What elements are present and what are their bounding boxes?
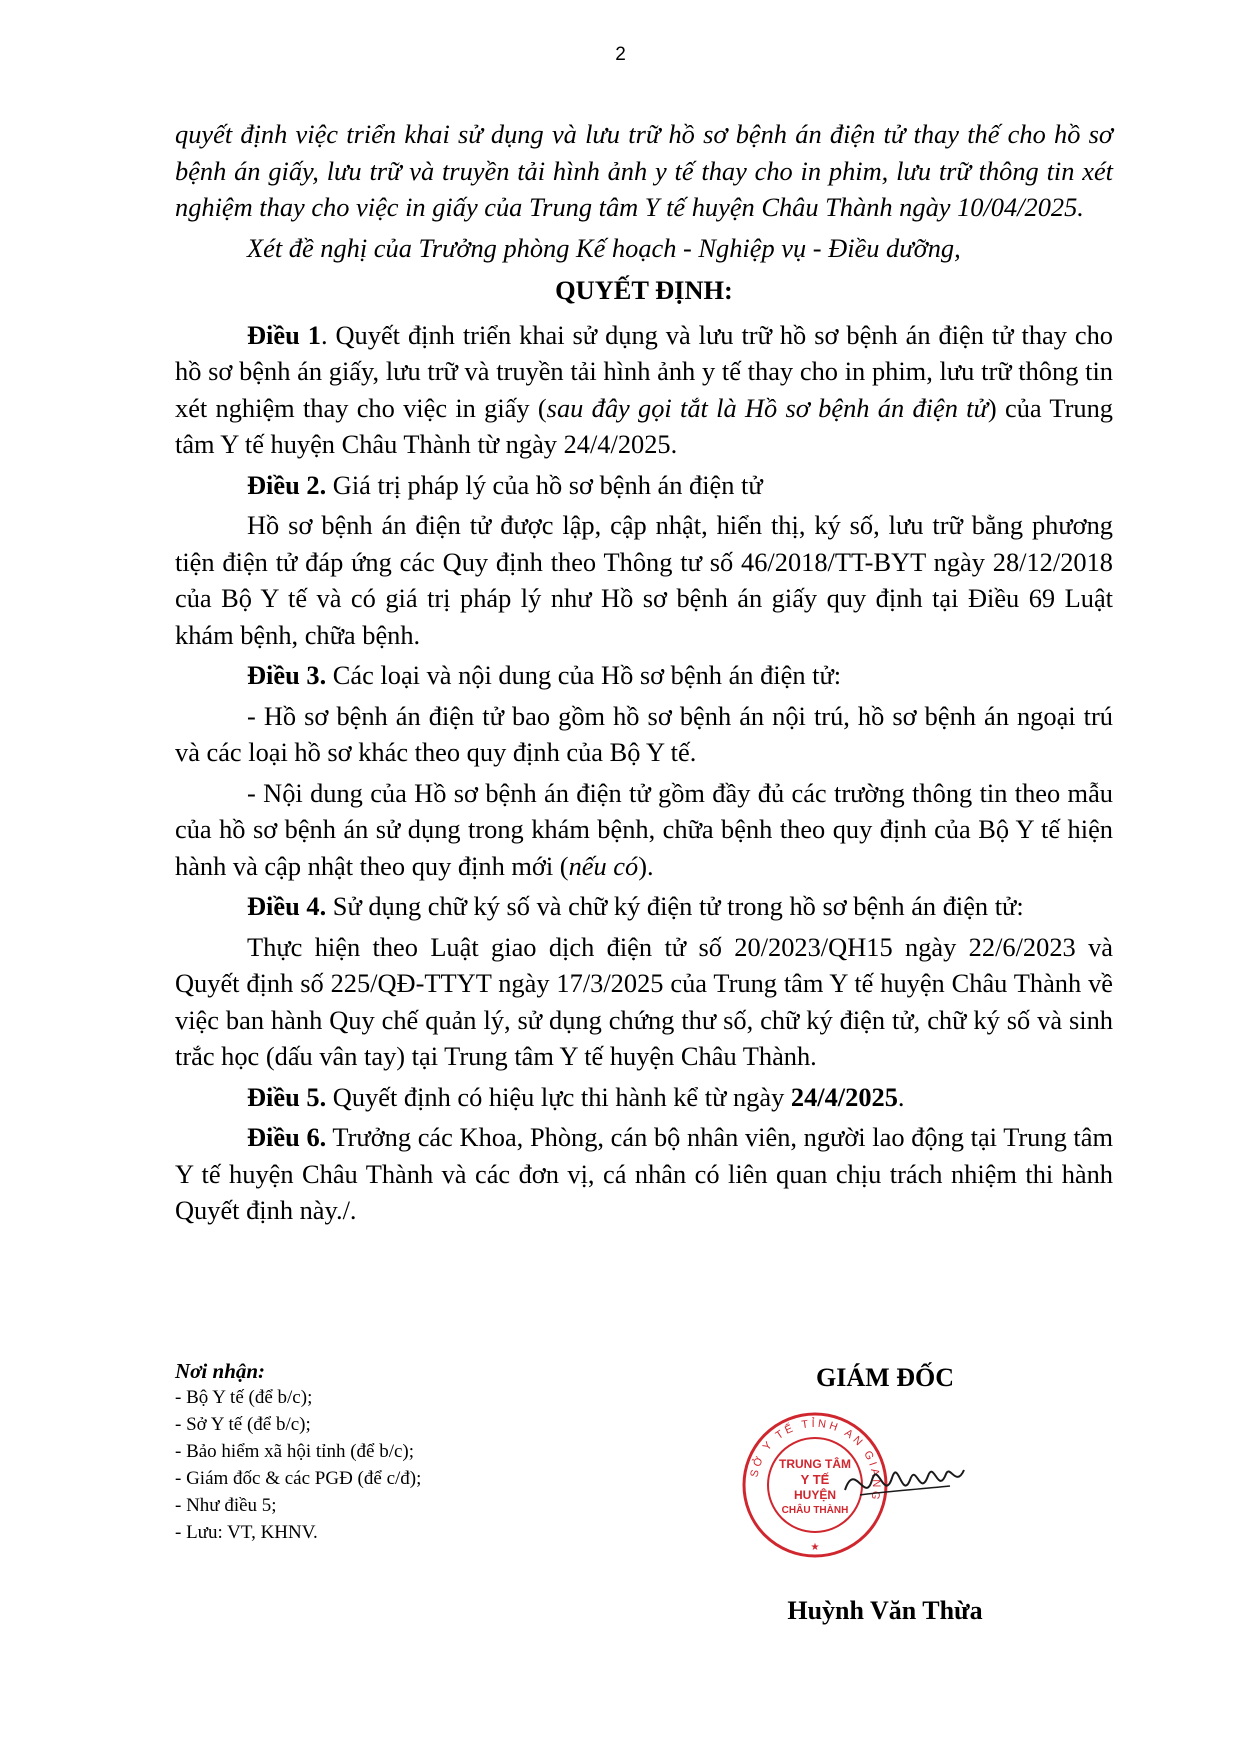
article-1-text: . Quyết định triển khai sử dụng và lưu trữ hồ sơ bệnh án điện tử thay cho hồ sơ bệnh án giấy, lưu trữ và truyền tải hình ảnh y tế thay cho in phim, lưu trữ thông tin xét nghiệm thay cho việc in giấy (: [175, 319, 1113, 423]
article-1-italic: sau đây gọi tắt là Hồ sơ bệnh án điện tử: [546, 392, 988, 423]
article-2-body: Hồ sơ bệnh án điện tử được lập, cập nhật, hiển thị, ký số, lưu trữ bằng phương tiện điện tử đáp ứng các Quy định theo Thông tư số 46/2018/TT-BYT ngày 28/12/2018 của Bộ Y tế và có giá trị pháp lý như Hồ sơ bệnh án giấy quy định tại Điều 69 Luật khám bệnh, chữa bệnh.: [175, 510, 1113, 650]
recipients-list: [175, 1384, 595, 1546]
recipient-item: - Sở Y tế (để b/c);: [175, 1414, 311, 1435]
recipient-item: - Lưu: VT, KHNV.: [175, 1522, 318, 1543]
article-5-end: .: [897, 1081, 905, 1112]
article-2-title: [175, 467, 1113, 504]
article-2-label: Điều 2.: [247, 469, 327, 500]
svg-text:TRUNG TÂM: TRUNG TÂM: [779, 1457, 851, 1471]
decision-heading: QUYẾT ĐỊNH:: [555, 275, 733, 305]
article-3-label: Điều 3.: [247, 660, 327, 690]
svg-text:★: ★: [810, 1542, 820, 1553]
article-6-label: Điều 6.: [247, 1122, 327, 1152]
recipient-item: - Như điều 5;: [175, 1495, 277, 1516]
recipients-title: Nơi nhận:: [175, 1359, 266, 1383]
article-1: [175, 317, 1113, 463]
article-3-title-text: Các loại và nội dung của Hồ sơ bệnh án điện tử:: [326, 660, 842, 690]
article-3-item-2-end: ).: [638, 850, 654, 881]
recipient-item: - Bảo hiểm xã hội tỉnh (để b/c);: [175, 1441, 415, 1462]
handwritten-signature: [840, 1440, 970, 1520]
article-6: [175, 1119, 1113, 1229]
consideration-line: Xét đề nghị của Trưởng phòng Kế hoạch - Nghiệp vụ - Điều dưỡng,: [247, 232, 961, 263]
intro-paragraph: quyết định việc triển khai sử dụng và lưu trữ hồ sơ bệnh án điện tử thay thế cho hồ sơ bệnh án giấy, lưu trữ và truyền tải hình ảnh y tế thay cho in phim, lưu trữ thông tin xét nghiệm thay cho việc in giấy của Trung tâm Y tế huyện Châu Thành ngày 10/04/2025.: [175, 119, 1113, 222]
svg-text:Y TẾ: Y TẾ: [800, 1472, 830, 1487]
article-5-text: Quyết định có hiệu lực thi hành kể từ ngày: [326, 1081, 791, 1112]
article-5-label: Điều 5.: [247, 1081, 327, 1112]
svg-text:SỞ Y TẾ TỈNH AN GIANG: SỞ Y TẾ TỈNH AN GIANG: [748, 1417, 883, 1504]
signer-name: Huỳnh Văn Thừa: [787, 1596, 983, 1625]
recipient-item: - Bộ Y tế (để b/c);: [175, 1387, 313, 1408]
article-1-text-end: ) của Trung tâm Y tế huyện Châu Thành từ ngày 24/4/2025.: [175, 392, 1113, 459]
article-5-date: 24/4/2025: [790, 1081, 898, 1112]
svg-text:CHÂU THÀNH: CHÂU THÀNH: [781, 1505, 849, 1516]
recipients-block: [175, 1358, 595, 1546]
article-6-text: Trưởng các Khoa, Phòng, cán bộ nhân viên, người lao động tại Trung tâm Y tế huyện Châu Thành và các đơn vị, cá nhân có liên quan chịu trách nhiệm thi hành Quyết định này./.: [175, 1122, 1113, 1225]
article-4-title: [175, 888, 1113, 925]
article-5: [175, 1079, 1113, 1116]
article-1-label: Điều 1: [247, 319, 321, 350]
article-4-body: Thực hiện theo Luật giao dịch điện tử số 20/2023/QH15 ngày 22/6/2023 và Quyết định số 225/QĐ-TTYT ngày 17/3/2025 của Trung tâm Y tế huyện Châu Thành về việc ban hành Quy chế quản lý, sử dụng chứng thư số, chữ ký điện tử, chữ ký số và sinh trắc học (dấu vân tay) tại Trung tâm Y tế huyện Châu Thành.: [175, 931, 1113, 1071]
page-number: 2: [615, 44, 626, 65]
svg-text:HUYỆN: HUYỆN: [793, 1488, 837, 1502]
article-4-label: Điều 4.: [247, 891, 327, 921]
article-2-title-text: Giá trị pháp lý của hồ sơ bệnh án điện tử: [326, 469, 763, 500]
document-body: [175, 116, 1113, 1229]
article-3-item-1: - Hồ sơ bệnh án điện tử bao gồm hồ sơ bệnh án nội trú, hồ sơ bệnh án ngoại trú và các loại hồ sơ khác theo quy định của Bộ Y tế.: [175, 700, 1113, 767]
article-3-title: [175, 657, 1113, 694]
signature-title: GIÁM ĐỐC: [816, 1363, 954, 1392]
article-3-item-2-italic: nếu có: [568, 850, 639, 881]
article-3-item-2-text: - Nội dung của Hồ sơ bệnh án điện tử gồm đầy đủ các trường thông tin theo mẫu của hồ sơ bệnh án sử dụng trong khám bệnh, chữa bệnh theo quy định của Bộ Y tế hiện hành và cập nhật theo quy định mới (: [175, 777, 1113, 881]
article-3-item-2: [175, 775, 1113, 885]
article-4-title-text: Sử dụng chữ ký số và chữ ký điện tử trong hồ sơ bệnh án điện tử:: [326, 891, 1024, 921]
recipient-item: - Giám đốc & các PGĐ (để c/đ);: [175, 1468, 422, 1489]
